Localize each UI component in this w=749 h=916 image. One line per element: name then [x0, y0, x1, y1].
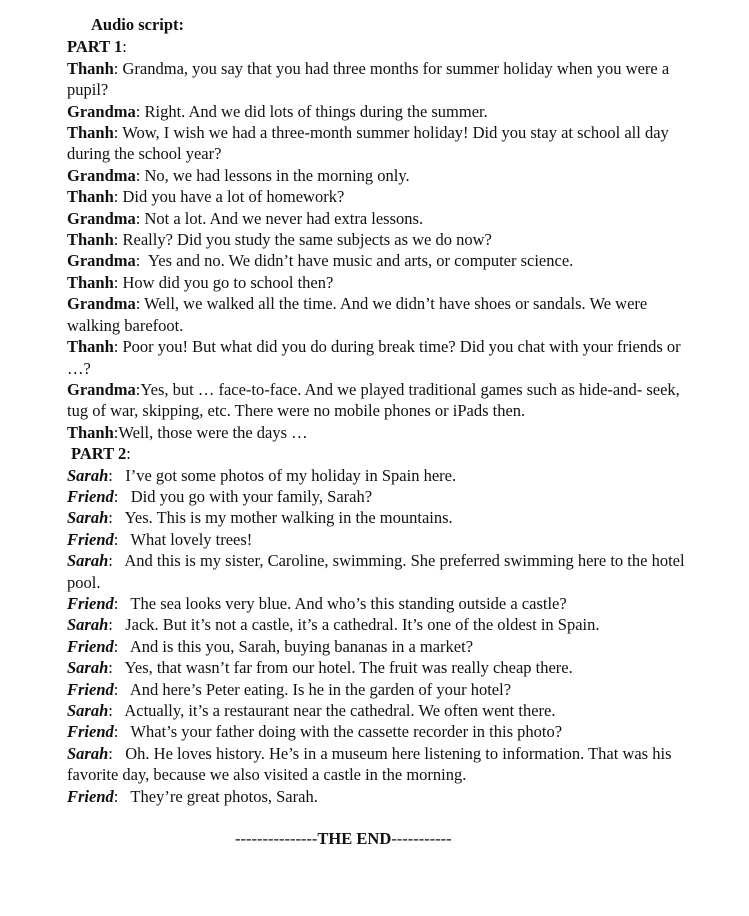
speaker-name: Sarah: [67, 658, 109, 678]
dialogue-line: [67, 657, 701, 678]
document-title: Audio script:: [91, 15, 185, 34]
speaker-name: Grandma: [67, 208, 136, 228]
end-left-dashes: ---------------: [235, 829, 318, 849]
dialogue-text: : Did you have a lot of homework?: [113, 187, 345, 207]
dialogue-line: [67, 272, 701, 293]
dialogue-text: : Right. And we did lots of things during the summer.: [135, 101, 488, 121]
dialogue-line: [67, 229, 701, 250]
speaker-name: Grandma: [67, 294, 136, 314]
dialogue-text: : And this is my sister, Caroline, swimming. She preferred swimming here to the hotel pool.: [67, 551, 689, 592]
dialogue-text: : Oh. He loves history. He’s in a museum here listening to information. That was his favorite day, because we also visited a castle in the morning.: [67, 743, 676, 785]
dialogue-line: [67, 486, 701, 507]
dialogue-line: [67, 293, 701, 336]
speaker-name: Thanh: [67, 422, 114, 442]
dialogue-text: : Not a lot. And we never had extra lessons.: [135, 208, 424, 228]
dialogue-text: : They’re great photos, Sarah.: [113, 786, 318, 806]
speaker-name: Thanh: [67, 337, 114, 357]
dialogue-line: [67, 550, 701, 593]
dialogue-line: [67, 379, 701, 422]
dialogue-line: [67, 101, 701, 122]
dialogue-line: [67, 786, 701, 807]
speaker-name: Sarah: [67, 551, 109, 571]
part-2-colon: :: [126, 444, 131, 464]
part-1-dialogue: [67, 58, 701, 443]
speaker-name: Grandma: [67, 251, 136, 271]
speaker-name: Thanh: [67, 272, 114, 292]
dialogue-line: [67, 250, 701, 271]
dialogue-line: [67, 422, 701, 443]
end-label: THE END: [317, 829, 392, 849]
dialogue-line: [67, 700, 701, 721]
end-right-dashes: -----------: [391, 829, 452, 849]
speaker-name: Friend: [67, 593, 114, 613]
speaker-name: Friend: [67, 786, 114, 806]
dialogue-line: [67, 122, 701, 165]
dialogue-line: [67, 636, 701, 657]
dialogue-line: [67, 679, 701, 700]
dialogue-line: [67, 721, 701, 742]
speaker-name: Grandma: [67, 101, 136, 121]
dialogue-text: : Jack. But it’s not a castle, it’s a cathedral. It’s one of the oldest in Spain.: [108, 615, 600, 635]
dialogue-text: : And is this you, Sarah, buying bananas in a market?: [113, 636, 474, 656]
speaker-name: Sarah: [67, 508, 109, 528]
dialogue-text: : How did you go to school then?: [113, 272, 334, 292]
dialogue-text: : The sea looks very blue. And who’s this standing outside a castle?: [113, 593, 567, 613]
dialogue-line: [67, 593, 701, 614]
dialogue-text: : Did you go with your family, Sarah?: [113, 486, 373, 506]
speaker-name: Friend: [67, 636, 114, 656]
speaker-name: Thanh: [67, 187, 114, 207]
dialogue-line: [67, 336, 701, 379]
dialogue-text: : Poor you! But what did you do during break time? Did you chat with your friends or …?: [67, 337, 685, 378]
dialogue-text: : What’s your father doing with the cassette recorder in this photo?: [113, 722, 563, 742]
speaker-name: Thanh: [67, 58, 114, 78]
dialogue-text: :Yes, but … face-to-face. And we played traditional games such as hide-and- seek, tug of war, skipping, etc. There were no mobile phones or iPads then.: [67, 379, 684, 421]
dialogue-text: : And here’s Peter eating. Is he in the garden of your hotel?: [113, 679, 512, 699]
dialogue-text: : Yes and no. We didn’t have music and arts, or computer science.: [135, 251, 574, 271]
speaker-name: Sarah: [67, 701, 109, 720]
speaker-name: Grandma: [67, 165, 136, 185]
dialogue-text: : Actually, it’s a restaurant near the cathedral. We often went there.: [108, 701, 556, 720]
part-1-label: PART 1: [67, 37, 123, 57]
speaker-name: Friend: [67, 529, 114, 549]
dialogue-text: : What lovely trees!: [113, 529, 253, 549]
dialogue-line: [67, 186, 701, 207]
dialogue-line: [67, 465, 701, 486]
dialogue-line: [67, 529, 701, 550]
part-1-heading: [67, 36, 701, 57]
speaker-name: Sarah: [67, 743, 109, 763]
dialogue-text: : Wow, I wish we had a three-month summer holiday! Did you stay at school all day during the school year?: [67, 123, 673, 164]
speaker-name: Thanh: [67, 123, 114, 143]
speaker-name: Sarah: [67, 465, 109, 485]
part-2-heading: [67, 443, 701, 464]
the-end-footer: [67, 828, 701, 849]
dialogue-line: [67, 507, 701, 528]
dialogue-text: : Well, we walked all the time. And we didn’t have shoes or sandals. We were walking barefoot.: [67, 294, 652, 335]
dialogue-text: : Yes, that wasn’t far from our hotel. The fruit was really cheap there.: [108, 658, 573, 678]
part-2-label: PART 2: [71, 444, 127, 464]
dialogue-line: [67, 165, 701, 186]
dialogue-text: : No, we had lessons in the morning only.: [135, 165, 410, 185]
part-1-colon: :: [122, 37, 127, 57]
speaker-name: Friend: [67, 679, 114, 699]
dialogue-text: : Yes. This is my mother walking in the mountains.: [108, 508, 453, 528]
dialogue-line: [67, 58, 701, 101]
dialogue-text: : Really? Did you study the same subjects as we do now?: [113, 230, 492, 250]
dialogue-text: : I’ve got some photos of my holiday in Spain here.: [108, 465, 457, 485]
dialogue-line: [67, 208, 701, 229]
dialogue-text: : Grandma, you say that you had three months for summer holiday when you were a pupil?: [67, 58, 674, 100]
speaker-name: Thanh: [67, 230, 114, 250]
dialogue-text: :Well, those were the days …: [113, 422, 308, 442]
speaker-name: Sarah: [67, 615, 109, 635]
speaker-name: Grandma: [67, 379, 136, 399]
speaker-name: Friend: [67, 486, 114, 506]
dialogue-line: [67, 743, 701, 786]
dialogue-line: [67, 614, 701, 635]
part-2-dialogue: [67, 465, 701, 808]
speaker-name: Friend: [67, 722, 114, 742]
